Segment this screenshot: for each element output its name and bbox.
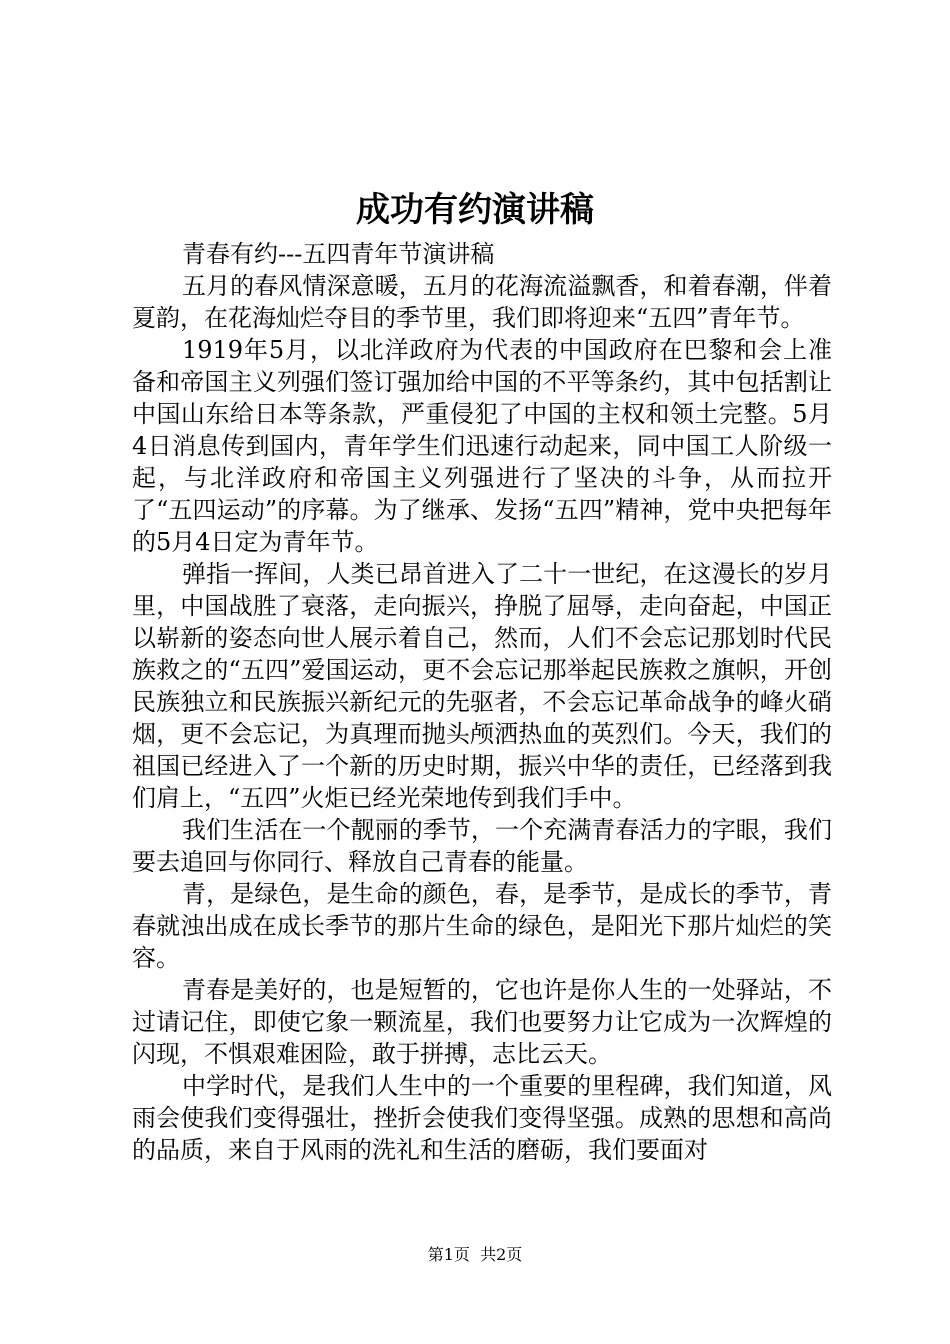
paragraph: 中学时代，是我们人生中的一个重要的里程碑，我们知道，风雨会使我们变得强壮，挫折会使我们变得坚强。成熟的思想和高尚的品质，来自于风雨的洗礼和生活的磨砺，我们要面对 (132, 1072, 832, 1164)
paragraph: 弹指一挥间，人类已昂首进入了二十一世纪，在这漫长的岁月里，中国战胜了衰落，走向振兴，挣脱了屈辱，走向奋起，中国正以崭新的姿态向世人展示着自己，然而，人们不会忘记那划时代民族救之的“五四”爱国运动，更不会忘记那举起民族救之旗帜，开创民族独立和民族振兴新纪元的先驱者，不会忘记革命战争的峰火硝烟，更不会忘记，为真理而抛头颅洒热血的英烈们。今天，我们的祖国已经进入了一个新的历史时期，振兴中华的责任，已经落到我们肩上，“五四”火炬已经光荣地传到我们手中。 (132, 560, 832, 812)
paragraph: 五月的春风情深意暖，五月的花海流溢飘香，和着春潮，伴着夏韵，在花海灿烂夺目的季节里，我们即将迎来“五四”青年节。 (132, 272, 832, 332)
paragraph: 青，是绿色，是生命的颜色，春，是季节，是成长的季节，青春就浊出成在成长季节的那片生命的绿色，是阳光下那片灿烂的笑容。 (132, 880, 832, 972)
document-body (132, 238, 832, 1166)
paragraph: 1919年5月，以北洋政府为代表的中国政府在巴黎和会上准备和帝国主义列强们签订强加给中国的不平等条约，其中包括割让中国山东给日本等条款，严重侵犯了中国的主权和领土完整。5月4日消息传到国内，青年学生们迅速行动起来，同中国工人阶级一起，与北洋政府和帝国主义列强进行了坚决的斗争，从而拉开了“五四运动”的序幕。为了继承、发扬“五四”精神，党中央把每年的5月4日定为青年节。 (132, 336, 832, 556)
paragraph: 青春是美好的，也是短暂的，它也许是你人生的一处驿站，不过请记住，即使它象一颗流星，我们也要努力让它成为一次辉煌的闪现，不惧艰难困险，敢于拼搏，志比云天。 (132, 976, 832, 1068)
page-footer (0, 1244, 950, 1266)
page-number: 第1页 (427, 1245, 470, 1264)
paragraph-subtitle: 青春有约---五四青年节演讲稿 (182, 240, 495, 268)
document-title: 成功有约演讲稿 (356, 190, 594, 230)
page-total: 共2页 (480, 1245, 523, 1264)
paragraph: 我们生活在一个靓丽的季节，一个充满青春活力的字眼，我们要去追回与你同行、释放自己青春的能量。 (132, 816, 832, 876)
